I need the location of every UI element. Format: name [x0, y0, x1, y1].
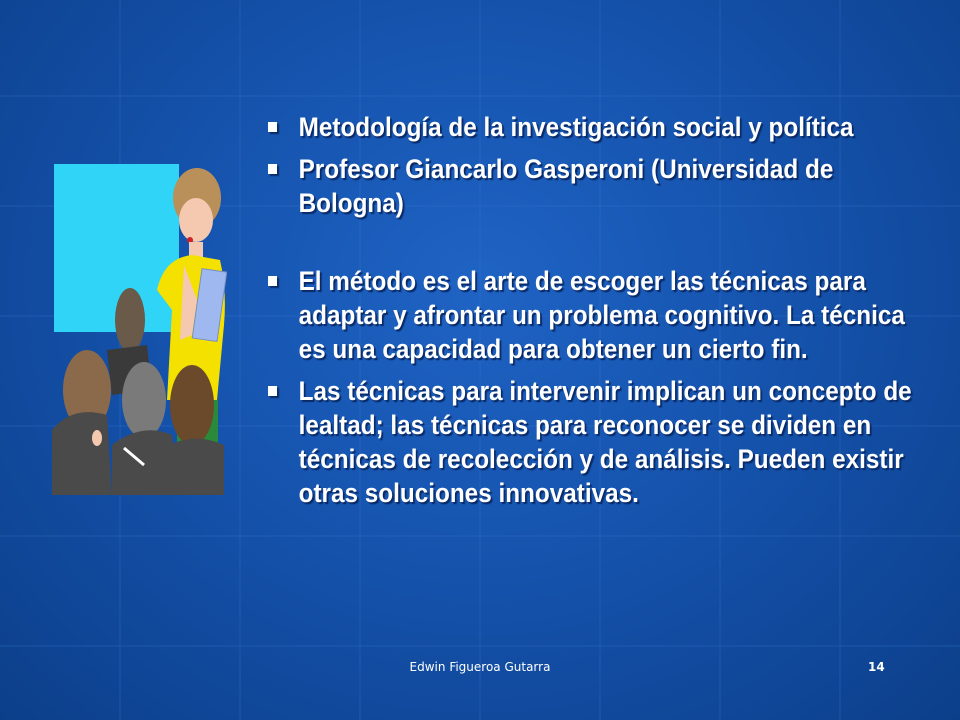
bullet-text: Metodología de la investigación social y política [298, 112, 854, 142]
bullet-item [268, 374, 929, 510]
bullet-square-icon [268, 122, 277, 132]
bullet-text: El método es el arte de escoger las técnicas para adaptar y afrontar un problema cognitivo. La técnica es una capacidad para obtener un cierto fin. [298, 266, 905, 364]
footer-author: Edwin Figueroa Gutarra [409, 660, 551, 674]
teacher-presentation-clipart [52, 160, 227, 495]
bullet-text: Profesor Giancarlo Gasperoni (Universidad de Bologna) [298, 154, 834, 218]
bullet-item [268, 110, 929, 144]
bullet-item [268, 152, 929, 220]
bullet-square-icon [268, 164, 277, 174]
page-number: 14 [868, 660, 885, 674]
bullet-text: Las técnicas para intervenir implican un concepto de lealtad; las técnicas para reconocer se dividen en técnicas de recolección y de análisis. Pueden existir otras soluciones innovativas. [298, 376, 912, 508]
bullet-list [268, 110, 912, 510]
bullet-item [268, 264, 929, 366]
bullet-square-icon [268, 276, 277, 286]
bullet-square-icon [268, 386, 277, 396]
